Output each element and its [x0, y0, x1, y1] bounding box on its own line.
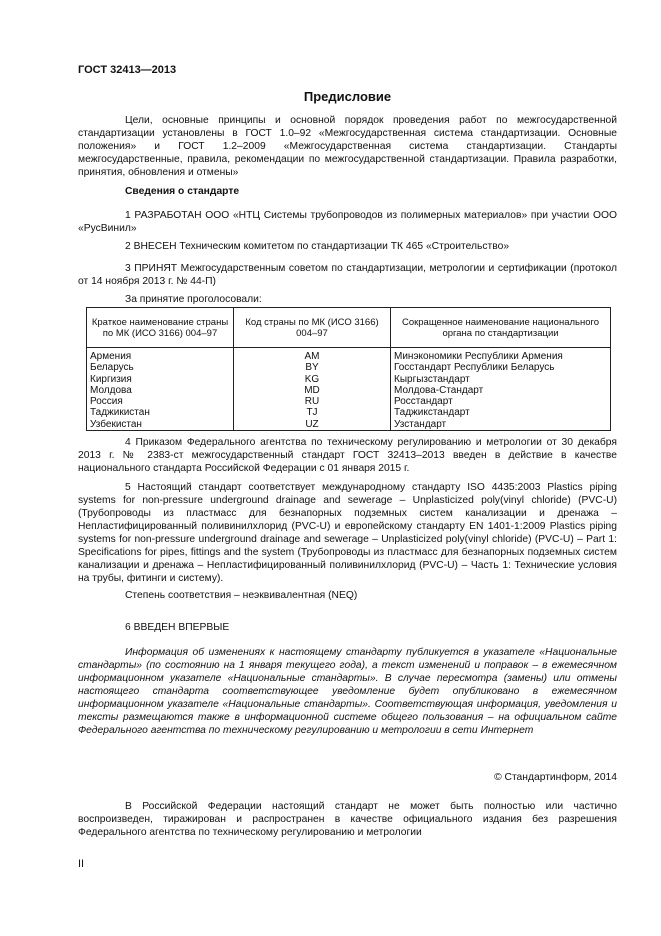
voted-label-block: [78, 293, 617, 306]
code-cell: BY: [234, 362, 391, 373]
item-4-block: [78, 436, 617, 475]
code-cell: AM: [234, 348, 391, 363]
country-cell: Узбекистан: [87, 419, 234, 431]
country-cell: Беларусь: [87, 362, 234, 373]
column-header-country: Краткое наименование страны по МК (ИСО 3166) 004–97: [87, 308, 234, 348]
agency-cell: Узстандарт: [391, 419, 611, 431]
agency-cell: Минэкономики Республики Армения: [391, 348, 611, 363]
amendments-notice: Информация об изменениях к настоящему стандарту публикуется в указателе «Национальные стандарты» (по состоянию на 1 января текущего года), а текст изменений и поправок – в ежемесячном информационном указателе «Национальные стандарты». В случае пересмотра (замены) или отмены настоящего стандарта соответствующее уведомление будет опубликовано в ежемесячном информационном указателе «Национальные стандарты». Соответствующая информация, уведомления и тексты размещаются также в информационной системе общего пользования – на официальном сайте Федерального агентства по техническому регулированию и метрологии в сети Интернет: [78, 647, 617, 736]
intro-block: [78, 114, 617, 179]
table-row: [87, 348, 611, 363]
country-cell: Киргизия: [87, 374, 234, 385]
rights-notice: В Российской Федерации настоящий стандарт не может быть полностью или частично воспроизведен, тиражирован и распространен в качестве официального издания без разрешения Федерального агентства по техническому регулированию и метрологии: [78, 801, 617, 838]
table-row: [87, 407, 611, 418]
page-title: Предисловие: [303, 89, 392, 104]
code-cell: KG: [234, 374, 391, 385]
item-3-paragraph: 3 ПРИНЯТ Межгосударственным советом по стандартизации, метрологии и сертификации (протокол от 14 ноября 2013 г. № 44-П): [78, 263, 617, 287]
item-6-paragraph: 6 ВВЕДЕН ВПЕРВЫЕ: [125, 622, 230, 633]
agency-cell: Таджикстандарт: [391, 407, 611, 418]
item-2-paragraph: 2 ВНЕСЕН Техническим комитетом по стандартизации ТК 465 «Строительство»: [125, 241, 510, 252]
code-cell: MD: [234, 385, 391, 396]
table-row: [87, 419, 611, 431]
column-header-code: Код страны по МК (ИСО 3166) 004–97: [234, 308, 391, 348]
standard-info-block: [78, 185, 617, 198]
degree-block: [78, 589, 617, 602]
code-cell: UZ: [234, 419, 391, 431]
agency-cell: Молдова-Стандарт: [391, 385, 611, 396]
item-5-block: [78, 481, 617, 585]
item-3-block: [78, 262, 617, 288]
table-row: [87, 362, 611, 373]
item-1-paragraph: 1 РАЗРАБОТАН ООО «НТЦ Системы трубопроводов из полимерных материалов» при участии ООО «РусВинил»: [78, 210, 617, 234]
table-row: [87, 385, 611, 396]
code-cell: RU: [234, 396, 391, 407]
conformity-degree: Степень соответствия – неэквивалентная (NEQ): [125, 590, 358, 601]
item-5-paragraph: 5 Настоящий стандарт соответствует международному стандарту ISO 4435:2003 Plastics piping systems for non-pressure underground drainage and sewerage – Unplasticized poly(vinyl chloride) (PVC-U) (Трубопроводы из пластмасс для безнапорных подземных систем канализации и дренажа – Непластифицированный поливинилхлорид (PVC-U) и европейскому стандарту EN 1401-1:2009 Plastics piping systems for non-pressure underground drainage and sewerage – Unplasticized poly(vinyl chloride) (PVC-U) – Part 1: Specifications for pipes, fittings and the system (Трубопроводы из пластмасс для безнапорных подземных систем канализации и дренажа – Непластифицированный поливинилхлорид (PVC-U) – Часть 1: Технические условия на трубы, фитинги и систему).: [78, 482, 617, 584]
item-6-block: [78, 621, 617, 634]
document-code-header: ГОСТ 32413—2013: [78, 64, 177, 76]
country-cell: Армения: [87, 348, 234, 363]
agency-cell: Госстандарт Республики Беларусь: [391, 362, 611, 373]
item-1-block: [78, 209, 617, 235]
code-cell: TJ: [234, 407, 391, 418]
country-cell: Таджикистан: [87, 407, 234, 418]
page-number: II: [78, 858, 85, 870]
table-row: [87, 396, 611, 407]
country-cell: Россия: [87, 396, 234, 407]
agency-cell: Кыргызстандарт: [391, 374, 611, 385]
agency-cell: Росстандарт: [391, 396, 611, 407]
rights-block: [78, 800, 617, 839]
table-row: [87, 374, 611, 385]
notice-block: [78, 646, 617, 737]
voted-label: За принятие проголосовали:: [125, 294, 262, 305]
copyright-block: [78, 771, 617, 784]
table-header-row: [87, 308, 611, 348]
section-heading: Сведения о стандарте: [125, 186, 240, 197]
copyright-line: © Стандартинформ, 2014: [494, 772, 617, 783]
intro-paragraph: Цели, основные принципы и основной порядок проведения работ по межгосударственной стандартизации установлены в ГОСТ 1.0–92 «Межгосударственная система стандартизации. Основные положения» и ГОСТ 1.2–2009 «Межгосударственная система стандартизации. Стандарты межгосударственные, правила, рекомендации по межгосударственной стандартизации. Правила разработки, принятия, обновления и отмены»: [78, 115, 617, 178]
column-header-agency: Сокращенное наименование национального органа по стандартизации: [391, 308, 611, 348]
item-4-paragraph: 4 Приказом Федерального агентства по техническому регулированию и метрологии от 30 декабря 2013 г. № 2383-ст межгосударственный стандарт ГОСТ 32413–2013 введен в действие в качестве национального стандарта Российской Федерации с 01 января 2015 г.: [78, 437, 617, 474]
voting-table: [86, 307, 611, 431]
country-cell: Молдова: [87, 385, 234, 396]
item-2-block: [78, 240, 617, 253]
